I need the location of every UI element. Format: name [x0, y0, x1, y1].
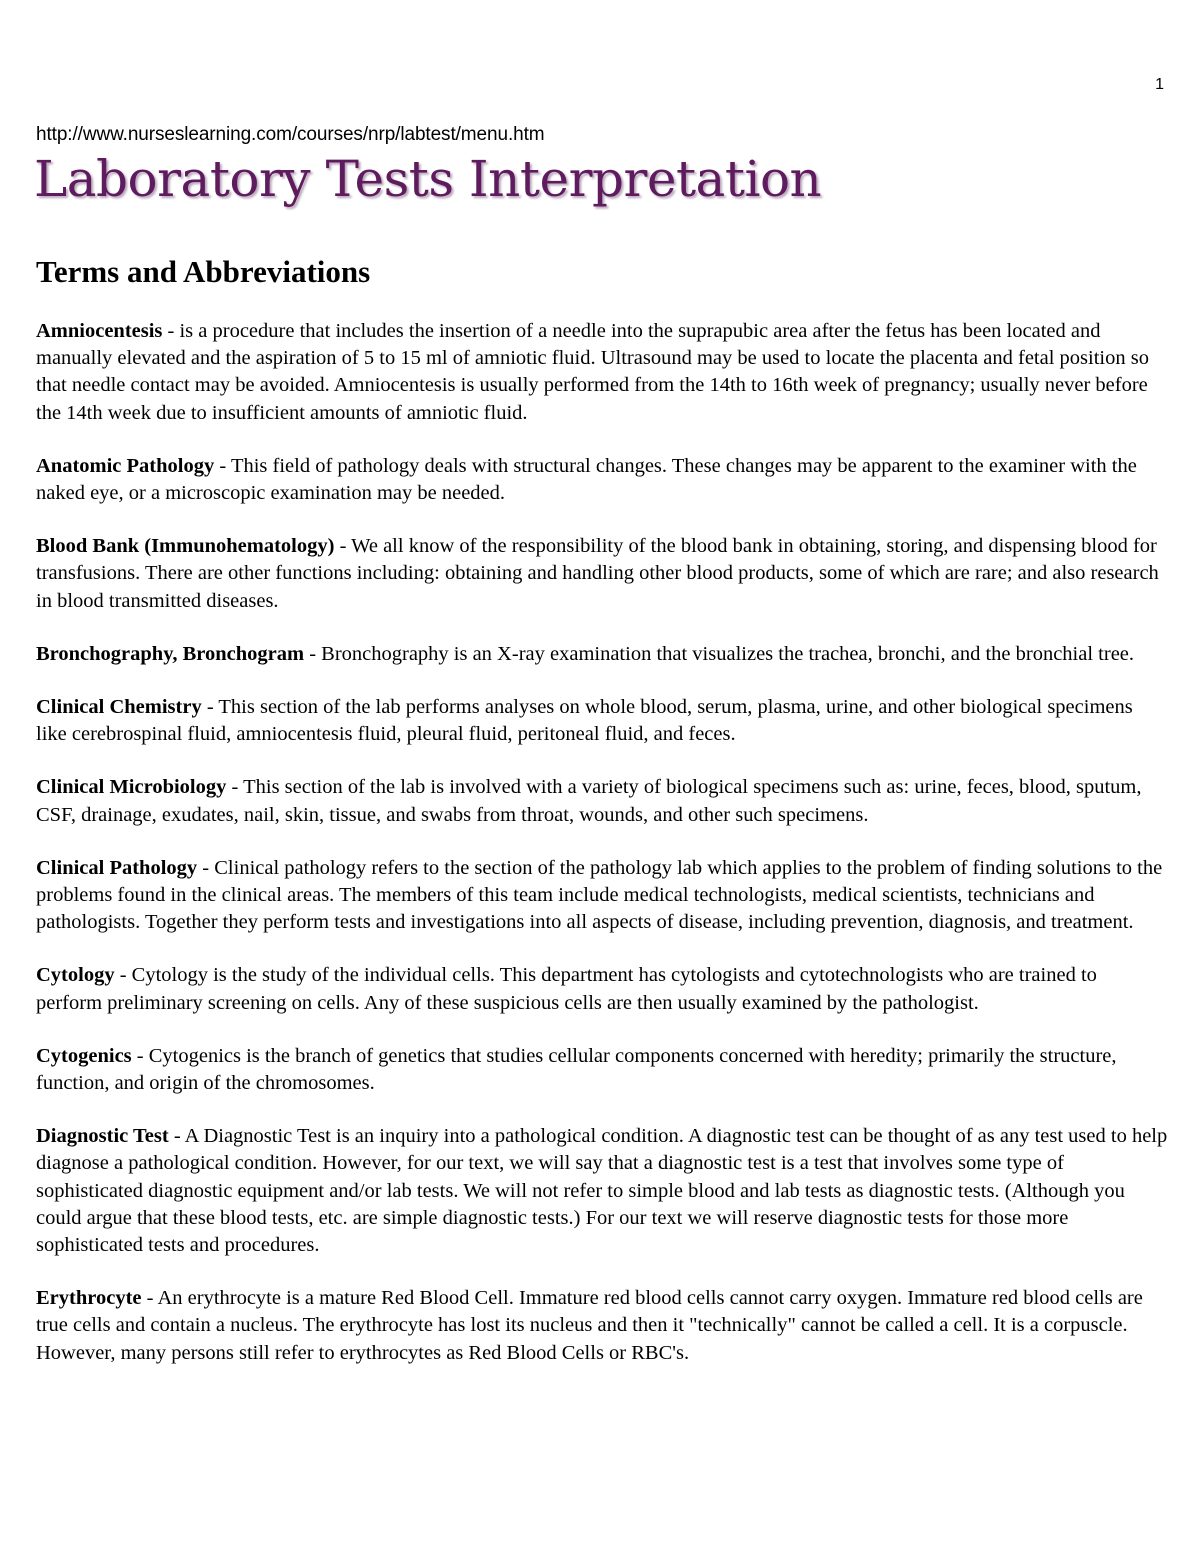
glossary-definition: - is a procedure that includes the insertion of a needle into the suprapubic area after the fetus has been located and manually elevated and the aspiration of 5 to 15 ml of amniotic fluid. Ultrasound may be used to locate the placenta and fetal position so that needle contact may be avoided. Amniocentesis is usually performed from the 14th to 16th week of pregnancy; usually never before the 14th week due to insufficient amounts of amniotic fluid.: [36, 320, 1149, 424]
glossary-term: Cytology: [36, 964, 115, 987]
glossary-term: Clinical Pathology: [36, 856, 198, 879]
glossary-entry: [36, 774, 1168, 828]
glossary-entry: [36, 641, 1168, 668]
source-url: http://www.nurseslearning.com/courses/nrp/labtest/menu.htm: [36, 124, 545, 145]
glossary-definition: - This section of the lab is involved with a variety of biological specimens such as: urine, feces, blood, sputum, CSF, drainage, exudates, nail, skin, tissue, and swabs from throat, wounds, and other such specimens.: [36, 776, 1142, 826]
glossary-term: Clinical Microbiology: [36, 776, 227, 799]
glossary-entry: [36, 1043, 1168, 1097]
glossary-entry: [36, 533, 1168, 615]
glossary-entry: [36, 1123, 1168, 1259]
glossary-term: Erythrocyte: [36, 1287, 142, 1310]
glossary-term: Blood Bank (Immunohematology): [36, 535, 335, 558]
section-heading: Terms and Abbreviations: [36, 254, 371, 289]
glossary-definition: - Cytology is the study of the individual cells. This department has cytologists and cytotechnologists who are trained to perform preliminary screening on cells. Any of these suspicious cells are then usually examined by the pathologist.: [36, 964, 1097, 1014]
glossary-term: Cytogenics: [36, 1044, 132, 1067]
glossary-term: Amniocentesis: [36, 320, 163, 342]
glossary-term: Diagnostic Test: [36, 1125, 169, 1148]
glossary-entry: [36, 318, 1168, 427]
glossary-definition: - An erythrocyte is a mature Red Blood Cell. Immature red blood cells cannot carry oxygen. Immature red blood cells are true cells and contain a nucleus. The erythrocyte has lost its nucleus and then it "technically" cannot be called a cell. It is a corpuscle. However, many persons still refer to erythrocytes as Red Blood Cells or RBC's.: [36, 1287, 1143, 1364]
glossary-definition: - We all know of the responsibility of the blood bank in obtaining, storing, and dispensing blood for transfusions. There are other functions including: obtaining and handling other blood products, some of which are rare; and also research in blood transmitted diseases.: [36, 535, 1159, 612]
document-title: Laboratory Tests Interpretation: [34, 150, 822, 208]
glossary-term: Anatomic Pathology: [36, 454, 215, 477]
glossary-list: [36, 318, 1168, 1393]
glossary-definition: - This section of the lab performs analyses on whole blood, serum, plasma, urine, and other biological specimens like cerebrospinal fluid, amniocentesis fluid, pleural fluid, peritoneal fluid, and feces.: [36, 696, 1133, 746]
glossary-entry: [36, 694, 1168, 748]
glossary-entry: [36, 962, 1168, 1016]
glossary-entry: [36, 855, 1168, 937]
glossary-definition: - Bronchography is an X-ray examination that visualizes the trachea, bronchi, and the bronchial tree.: [304, 642, 1135, 665]
glossary-definition: - This field of pathology deals with structural changes. These changes may be apparent to the examiner with the naked eye, or a microscopic examination may be needed.: [36, 454, 1137, 505]
glossary-term: Bronchography, Bronchogram: [36, 642, 305, 665]
glossary-definition: - A Diagnostic Test is an inquiry into a pathological condition. A diagnostic test can be thought of as any test used to help diagnose a pathological condition. However, for our text, we will say that a diagnostic test is a test that involves some type of sophisticated diagnostic equipment and/or lab tests. We will not refer to simple blood and lab tests as diagnostic tests. (Although you could argue that these blood tests, etc. are simple diagnostic tests.) For our text we will reserve diagnostic tests for those more sophisticated tests and procedures.: [36, 1125, 1168, 1257]
page-number: 1: [1155, 76, 1164, 93]
glossary-entry: [36, 1285, 1168, 1367]
glossary-term: Clinical Chemistry: [36, 696, 202, 719]
glossary-definition: - Clinical pathology refers to the section of the pathology lab which applies to the problem of finding solutions to the problems found in the clinical areas. The members of this team include medical technologists, medical scientists, technicians and pathologists. Together they perform tests and investigations into all aspects of disease, including prevention, diagnosis, and treatment.: [36, 856, 1163, 934]
glossary-definition: - Cytogenics is the branch of genetics that studies cellular components concerned with heredity; primarily the structure, function, and origin of the chromosomes.: [36, 1044, 1117, 1095]
glossary-entry: [36, 453, 1168, 507]
